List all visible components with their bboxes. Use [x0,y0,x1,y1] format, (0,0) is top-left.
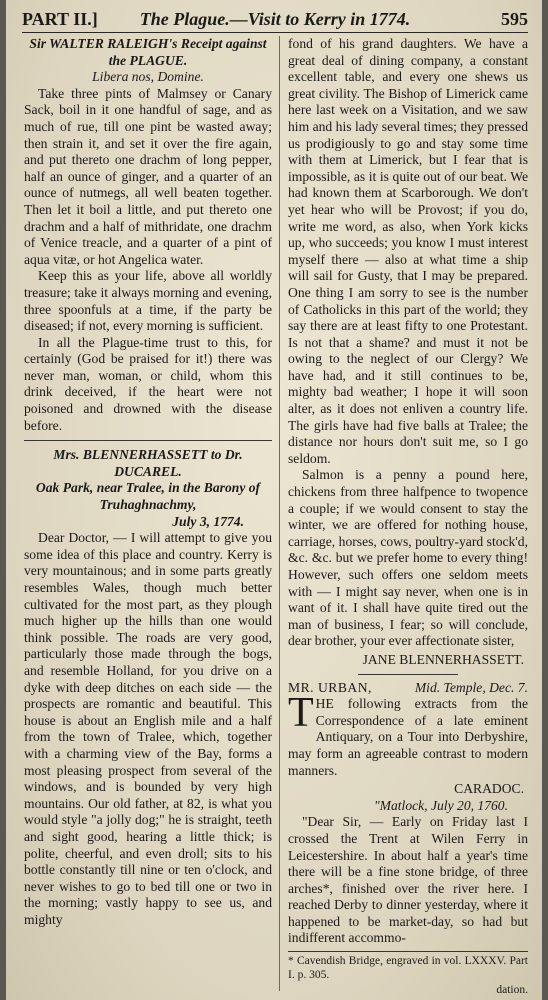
left-column [24,36,272,928]
running-header [22,6,528,33]
urban-paragraph-text: HE following extracts from the Correspondence of a late eminent Antiquary, on a Tour into Derbyshire, may form an agreeable contrast to modern manners. [288,696,528,778]
recipe-paragraph-2: Keep this as your life, above all worldly treasure; take it always morning and evening, three spoonfuls at a time, if the party be diseased; if not, every morning is sufficient. [24,268,272,334]
part-label: PART II.] [22,9,98,29]
matlock-heading: "Matlock, July 20, 1760. [373,797,508,813]
matlock-paragraph: "Dear Sir, — Early on Friday last I crossed the Trent at Wilen Ferry in Leicestershire. In about half a year's time there will be a fine stone bridge, of three arches*, finished over the river here. I reached Derby to dinner yesterday, where it happened to be market-day, so had but indifferent accommo- [288,814,528,946]
recipe-paragraph-1: Take three pints of Malmsey or Canary Sack, boil in it one handful of sage, and as much of rue, till one pint be wasted away; then strain it, and set it over the fire again, and put thereto one drachm of long pepper, half an ounce of ginger, and a quarter of an ounce of nutmegs, all well beaten together. Then let it boil a little, and put thereto one drachm and a half of mithridate, one drachm of Venice treacle, and a quarter of a pint of aqua vitæ, or hot Angelica water. [24,85,272,267]
urban-paragraph [288,690,528,779]
page-number: 595 [501,9,528,29]
urban-place: Mid. Temple, Dec. 7. [414,679,528,695]
running-title: The Plague.—Visit to Kerry in 1774. [139,9,411,29]
page [6,0,542,1000]
right-column [288,36,528,999]
section-rule-short [358,674,458,675]
urban-line [288,680,528,697]
column-divider [279,36,280,991]
drop-cap: T [288,690,314,737]
section-rule [24,440,272,441]
letter-heading: Mrs. BLENNERHASSETT to Dr. DUCAREL. [53,447,243,479]
urban-salutation: MR. URBAN, [288,679,372,695]
letter-paragraph-2: Salmon is a penny a pound here, chickens from three halfpence to twopence a couple; if we would consent to stay the winter, we are offered for nothing house, carriage, horses, cows, poultry-yard stock'd, &c. &c. but we prefer home to every thing! However, such offers one seldom meets with — I might say never, when one is in want of it. I shall have quite tired out the man of business, I fear; so will conclude, dear brother, your ever affectionate sister, [288,467,528,649]
footnote: * Cavendish Bridge, engraved in vol. LXXXV. Part I. p. 305. [288,951,528,982]
recipe-heading: Sir WALTER RALEIGH's Receipt against the PLAGUE. [29,36,267,68]
urban-signature: CARADOC. [454,781,524,797]
letter-place: Oak Park, near Tralee, in the Barony of Truhaghnachmy, [35,480,261,513]
letter-signature: JANE BLENNERHASSETT. [362,651,524,667]
recipe-paragraph-3: In all the Plague-time trust to this, for certainly (God be praised for it!) there was never man, woman, or child, whom this drink deceived, if the heart were not poisoned and drowned with the disease before. [24,334,272,433]
catchword: dation. [496,984,528,997]
letter-paragraph-1: Dear Doctor, — I will attempt to give you some idea of this place and country. Kerry is very mountainous; and in some parts greatly resembles Wales, though much better cultivated for the most part, as they plough much higher up the hills than one would think possible. The roads are very good, particularly those made through the bogs, and resemble Holland, for you drive on a dyke with deep ditches on each side — the prospects are romantic and beautiful. This house is about an English mile and a half from the town of Tralee, which, together with a charming view of the Bay, forms a most pleasing prospect from several of the windows, and is bounded by very high mountains. Our old father, at 82, is what you would style "a jolly dog;" he is straight, teeth and sight good, hearing a little thick; is polite, cheerful, and even droll; sits to his bottle constantly till nine or ten o'clock, and never wishes to go to bed till one or two in the morning; vastly happy to see us, and mighty [24,530,272,927]
letter-paragraph-1-continued: fond of his grand daughters. We have a great deal of dining company, a constant excellent table, and every one shews us great civility. The Bishop of Limerick came here last week on a Visitation, and we saw him and his lady several times; they pressed us prodigiously to go and stay some time with them at Limerick, but I fear that is impossible, as it is quite out of our beat. We had known them at Scarborough. We don't yet hear who will be Provost; if you do, write me word, as also, when York kicks up, who succeeds; you know I must interest myself there — also at what time a ship will sail for Gusty, that I may be prepared. One thing I am sorry to see is the number of Catholicks in this part of the world; they say there are at least fifty to one Protestant. Is not that a shame? and must it not be owing to the neglect of our Clergy? We have had, and it still continues to be, mighty bad weather; I hope it will soon alter, as it does not enliven a country life. The girls have had five balls at Tralee; the distance nor hours don't suit me, so I go seldom. [288,36,528,466]
letter-date: July 3, 1774. [172,513,244,529]
recipe-subheading: Libera nos, Domine. [92,69,204,85]
